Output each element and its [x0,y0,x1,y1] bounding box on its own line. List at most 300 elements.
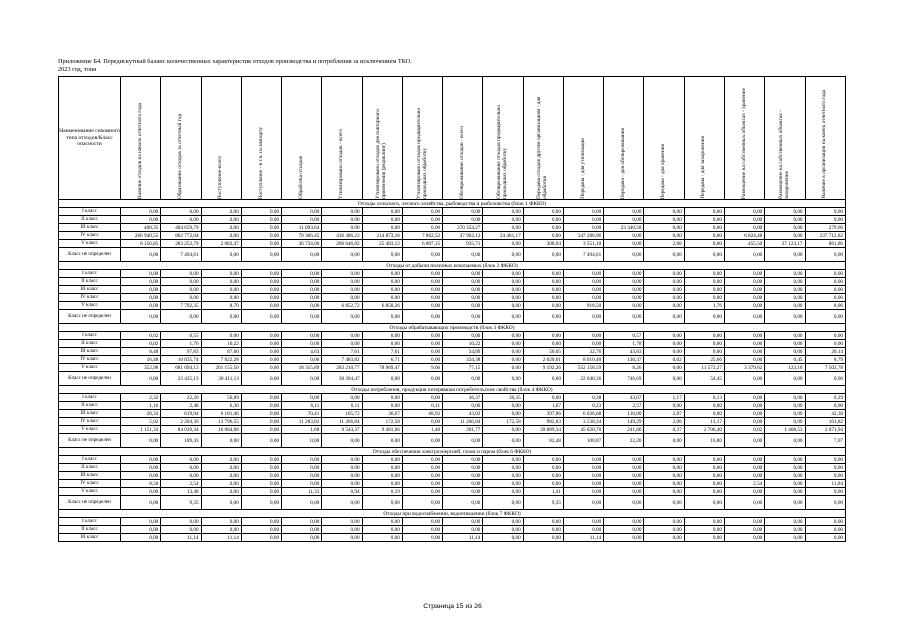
table-cell: 24 481,17 [483,232,523,240]
column-header [322,77,362,200]
table-cell: 0,00 [282,394,322,402]
table-cell: 455,50 [724,240,764,248]
table-cell: 7,07 [805,434,845,448]
table-cell: 0,00 [322,394,362,402]
table-cell: 0,00 [523,526,563,534]
table-row [59,224,846,232]
table-cell: 0,00 [322,248,362,262]
hazard-class-label: IV класс [59,480,121,488]
table-cell: 1,78 [604,340,644,348]
table-cell: 0,00 [443,270,483,278]
table-cell: 0,00 [724,372,764,386]
table-cell: 0,00 [121,526,161,534]
table-cell: 0,00 [644,402,684,410]
table-cell: 22,20 [161,394,201,402]
table-cell: 0,00 [483,372,523,386]
section-title: Отходы при водоснабжении, водоотведении (блок 7 ФККО) [59,510,846,518]
table-cell: 0,00 [201,310,241,324]
table-cell: 0,00 [402,394,442,402]
table-cell: 1,16 [121,402,161,410]
table-row [59,518,846,526]
table-cell: 3 379,62 [724,364,764,372]
column-header [362,77,402,200]
table-cell: 0,00 [483,488,523,496]
table-cell: 0,00 [765,332,805,340]
table-cell: 0,00 [402,480,442,488]
table-cell: 0,00 [604,270,644,278]
table-cell: 1,40 [402,426,442,434]
table-cell: 0,00 [322,278,362,286]
table-row [59,348,846,356]
table-cell: 0,00 [684,496,724,510]
table-cell: 0,00 [604,518,644,526]
table-cell: 10,22 [201,340,241,348]
table-cell: 0,00 [402,248,442,262]
table-cell: 0,00 [362,480,402,488]
table-row [59,364,846,372]
table-cell: 0,00 [805,332,845,340]
table-cell: 334,38 [443,356,483,364]
table-cell: 0,00 [765,526,805,534]
table-cell: 110,80 [604,410,644,418]
table-cell: 0,00 [483,456,523,464]
table-cell: 0,00 [241,208,281,216]
table-cell: 2,54 [161,480,201,488]
table-cell: 308,94 [523,240,563,248]
table-cell: 0,00 [604,456,644,464]
table-cell: 0,00 [443,480,483,488]
table-cell: 189,43 [161,434,201,448]
table-cell: 0,00 [684,240,724,248]
table-cell: 0,00 [563,456,603,464]
column-header [282,77,322,200]
table-cell: 0,00 [121,496,161,510]
table-cell: 0,00 [322,534,362,542]
table-cell: 0,00 [322,224,362,232]
table-cell: 0,00 [161,286,201,294]
table-cell: 0,00 [443,332,483,340]
table-cell: 0,00 [523,270,563,278]
table-cell: 36,35 [483,394,523,402]
table-cell: 0,00 [644,232,684,240]
table-cell: 0,00 [644,348,684,356]
table-cell: 149,29 [604,418,644,426]
table-cell: 2 620,61 [523,356,563,364]
column-header [443,77,483,200]
table-cell: 0,00 [805,248,845,262]
table-cell: 0,00 [684,480,724,488]
table-cell: 0,00 [523,394,563,402]
table-cell: 0,00 [765,216,805,224]
table-cell: 0,00 [644,286,684,294]
table-cell: 0,00 [241,534,281,542]
table-cell: 0,00 [563,270,603,278]
table-cell: 0,00 [402,418,442,426]
table-cell: 0,00 [282,480,322,488]
table-cell: 0,00 [644,488,684,496]
table-cell: 0,00 [362,270,402,278]
table-cell: 0,00 [765,402,805,410]
table-cell: 0,00 [161,294,201,302]
table-cell: 16,80 [684,434,724,448]
table-cell: 2,57 [604,402,644,410]
table-cell: 0,00 [443,372,483,386]
table-cell: 0,00 [644,248,684,262]
table-row [59,526,846,534]
table-cell: 172,58 [483,418,523,426]
section-title: Отходы потребления, продукция потерявшая потребительские свойства (блок 4 ФККО) [59,386,846,394]
table-cell: 0,00 [724,208,764,216]
table-cell: 50,05 [523,348,563,356]
table-cell: 0,00 [282,310,322,324]
table-cell: 0,00 [644,216,684,224]
table-cell: 0,00 [121,456,161,464]
table-cell: 0,00 [765,278,805,286]
table-cell: 43,02 [443,410,483,418]
table-cell: 0,00 [684,332,724,340]
table-cell: 0,00 [604,286,644,294]
table-cell: 0,00 [402,472,442,480]
table-cell: 0,00 [724,518,764,526]
table-cell: 0,00 [322,472,362,480]
hazard-class-label: Класс не определен [59,372,121,386]
table-cell: 11 266,84 [322,418,362,426]
table-cell: 0,00 [805,372,845,386]
table-cell: 0,00 [684,464,724,472]
table-cell: 9 481,66 [362,426,402,434]
table-cell: 0,45 [765,356,805,364]
table-cell: 0,00 [161,310,201,324]
table-cell: 9 543,37 [322,426,362,434]
table-cell: 0,00 [684,208,724,216]
table-cell: 0,00 [362,248,402,262]
table-cell: 0,00 [282,302,322,310]
hazard-class-label: Класс не определен [59,310,121,324]
table-cell: 16 084,08 [201,426,241,434]
table-cell: 0,00 [523,340,563,348]
section-row [59,200,846,208]
table-cell: 0,00 [684,410,724,418]
table-cell: 0,00 [362,294,402,302]
table-cell: 0,00 [443,434,483,448]
hazard-class-label: I класс [59,456,121,464]
table-cell: 0,00 [322,456,362,464]
table-cell: 0,00 [724,434,764,448]
table-cell: 11 572,27 [684,364,724,372]
table-cell: 0,00 [724,270,764,278]
table-cell: 0,00 [604,208,644,216]
table-cell: 0,00 [443,208,483,216]
table-cell: 0,00 [121,534,161,542]
table-row [59,456,846,464]
table-cell: 0,00 [402,310,442,324]
table-cell: 0,00 [322,216,362,224]
table-cell: 0,00 [282,434,322,448]
table-cell: 0,00 [523,216,563,224]
table-cell: 8,50 [121,480,161,488]
column-header [121,77,161,200]
table-cell: 0,00 [362,534,402,542]
table-cell: 0,00 [402,464,442,472]
table-cell: 0,00 [282,496,322,510]
table-cell: 7,61 [322,348,362,356]
table-cell: 2,08 [644,418,684,426]
table-cell: 0,00 [121,248,161,262]
table-cell: 42,38 [805,410,845,418]
hazard-class-label: I класс [59,332,121,340]
table-cell: 0,00 [604,526,644,534]
table-cell: 0,00 [724,302,764,310]
table-cell: 0,00 [805,216,845,224]
column-header-label: Утилизировано отходов для повторного применения (рециклинг) [375,109,388,199]
table-cell: 0,00 [322,434,362,448]
table-cell: 9,35 [523,496,563,510]
hazard-class-label: III класс [59,534,121,542]
table-cell: 0,00 [604,232,644,240]
table-cell: 30 411,13 [201,372,241,386]
table-cell: 0,00 [765,310,805,324]
table-cell: 6 101,46 [201,410,241,418]
table-cell: 0,00 [322,332,362,340]
table-row [59,248,846,262]
table-cell: 0,00 [523,286,563,294]
table-cell: 22,20 [604,434,644,448]
hazard-class-label: V класс [59,240,121,248]
table-cell: 0,00 [282,278,322,286]
table-cell: 0,38 [563,394,603,402]
table-cell: 0,00 [201,526,241,534]
table-row [59,402,846,410]
table-cell: 130,37 [604,356,644,364]
table-cell: 0,00 [241,526,281,534]
table-cell: 0,00 [241,418,281,426]
table-cell: 0,00 [724,410,764,418]
table-cell: 0,00 [483,332,523,340]
table-cell: 0,00 [443,518,483,526]
table-cell: 0,00 [523,310,563,324]
table-cell: 0,00 [443,456,483,464]
table-cell: 0,00 [241,364,281,372]
table-cell: 20,33 [121,410,161,418]
table-cell: 0,00 [161,526,201,534]
table-cell: 82,48 [523,434,563,448]
table-cell: 1,67 [523,402,563,410]
table-cell: 0,00 [322,464,362,472]
table-cell: 0,00 [483,402,523,410]
table-cell: 0,00 [483,278,523,286]
hazard-class-label: I класс [59,208,121,216]
table-cell: 0,00 [201,464,241,472]
table-cell: 1,17 [644,394,684,402]
table-cell: 0,00 [765,302,805,310]
table-cell: 36,67 [362,410,402,418]
table-cell: 0,00 [644,456,684,464]
table-cell: 84 039,34 [161,426,201,434]
table-cell: 0,00 [644,270,684,278]
table-cell: 0,00 [282,248,322,262]
table-cell: 0,00 [644,278,684,286]
table-cell: 0,00 [684,294,724,302]
table-cell: 0,02 [121,340,161,348]
table-cell: 0,00 [523,332,563,340]
table-cell: 0,00 [563,286,603,294]
table-cell: 0,00 [563,472,603,480]
table-cell: 0,00 [362,472,402,480]
column-header [201,77,241,200]
table-cell: 0,00 [483,534,523,542]
table-cell: 0,00 [644,496,684,510]
table-cell: 0,57 [604,332,644,340]
table-cell: 0,00 [322,496,362,510]
section-row [59,510,846,518]
table-cell: 0,00 [604,294,644,302]
table-cell: 0,00 [604,310,644,324]
table-cell: 0,11 [322,402,362,410]
table-cell: 0,00 [241,496,281,510]
table-cell: 0,00 [121,518,161,526]
hazard-class-label: I класс [59,394,121,402]
table-cell: 39 889,34 [523,426,563,434]
table-cell: 0,00 [402,278,442,286]
table-cell: 918,50 [563,302,603,310]
table-row [59,216,846,224]
table-cell: 0,00 [684,402,724,410]
table-cell: 0,00 [604,472,644,480]
table-cell: 54,45 [684,372,724,386]
table-cell: 404 659,79 [161,224,201,232]
table-cell: 0,02 [121,332,161,340]
hazard-class-label: V класс [59,426,121,434]
table-cell: 0,00 [483,426,523,434]
table-cell: 0,00 [362,496,402,510]
table-cell: 436 386,23 [322,232,362,240]
table-row [59,426,846,434]
table-row [59,232,846,240]
table-cell: 0,00 [724,310,764,324]
table-cell: 23 340,58 [604,224,644,232]
table-row [59,340,846,348]
hazard-class-label: V класс [59,488,121,496]
table-cell: 0,00 [161,518,201,526]
table-cell: 3 551,10 [563,240,603,248]
column-header-label: Поступление-всего [217,155,224,199]
column-header-label: Наличие в организации на конец отчетного года [821,90,828,199]
column-header-label: Поступление - в т.ч. по импорту [257,126,264,199]
table-cell: 0,00 [765,270,805,278]
table-cell: 0,00 [241,410,281,418]
table-cell: 0,29 [805,394,845,402]
table-cell: 0,00 [684,488,724,496]
table-cell: 0,00 [483,216,523,224]
table-cell: 0,00 [402,534,442,542]
table-cell: 0,00 [483,356,523,364]
table-cell: 7 822,28 [201,356,241,364]
table-cell: 0,00 [604,278,644,286]
table-cell: 2,32 [121,394,161,402]
table-cell: 0,00 [362,456,402,464]
table-cell: 0,23 [563,402,603,410]
hazard-class-label: I класс [59,518,121,526]
table-cell: 8,70 [201,302,241,310]
hazard-class-label: I класс [59,270,121,278]
table-cell: 0,00 [402,496,442,510]
table-cell: 0,00 [563,332,603,340]
table-cell: 0,00 [684,232,724,240]
table-cell: 0,00 [443,278,483,286]
table-cell: 0,00 [523,278,563,286]
table-cell: 0,00 [563,340,603,348]
table-cell: 0,00 [483,294,523,302]
table-cell: 0,00 [241,402,281,410]
table-cell: 0,00 [805,208,845,216]
waste-balance-table [58,76,846,542]
table-cell: 2 204,36 [161,418,201,426]
table-cell: 0,00 [644,310,684,324]
table-cell: 0,00 [402,340,442,348]
table-cell: 0,00 [523,224,563,232]
table-cell: 0,00 [644,302,684,310]
table-header-row [59,77,846,200]
column-header [483,77,523,200]
table-cell: 0,00 [483,348,523,356]
table-cell: 0,00 [402,286,442,294]
hazard-class-label: Класс не определен [59,496,121,510]
table-cell: 0,00 [362,464,402,472]
table-cell: 0,00 [362,518,402,526]
table-row [59,286,846,294]
table-cell: 391,77 [443,426,483,434]
table-cell: 0,00 [121,216,161,224]
table-cell: 70 366,45 [282,232,322,240]
table-cell: 0,00 [724,472,764,480]
table-row [59,418,846,426]
table-cell: 11,33 [282,488,322,496]
table-cell: 0,00 [765,286,805,294]
table-cell: 0,00 [765,434,805,448]
table-cell: 0,00 [362,278,402,286]
table-cell: 0,55 [161,332,201,340]
table-cell: 0,00 [644,518,684,526]
table-cell: 0,00 [563,208,603,216]
table-cell: 0,00 [121,488,161,496]
section-title: Отходы сельского, лесного хозяйства, рыбоводства и рыболовства (блок 1 ФККО) [59,200,846,208]
table-cell: 0,00 [201,480,241,488]
table-cell: 11,14 [161,534,201,542]
table-cell: 0,00 [402,356,442,364]
table-cell: 0,00 [563,294,603,302]
hazard-class-label: V класс [59,364,121,372]
table-cell: 0,00 [523,534,563,542]
table-cell: 6 824,48 [724,232,764,240]
table-cell: 0,00 [724,394,764,402]
table-cell: 36,37 [443,394,483,402]
table-cell: 0,00 [523,372,563,386]
table-cell: 0,00 [604,248,644,262]
table-body [59,200,846,542]
table-cell: 78 969,47 [362,364,402,372]
table-cell: 283 252,79 [161,240,201,248]
table-cell: 2,48 [161,402,201,410]
table-cell: 266 940,55 [121,232,161,240]
table-cell: 0,00 [483,364,523,372]
table-cell: 0,00 [443,302,483,310]
table-cell: 214 873,16 [362,232,402,240]
table-cell: 1,76 [684,302,724,310]
table-cell: 0,00 [402,302,442,310]
table-cell: 279,66 [805,224,845,232]
table-cell: 0,00 [402,294,442,302]
table-cell: 32,76 [563,348,603,356]
